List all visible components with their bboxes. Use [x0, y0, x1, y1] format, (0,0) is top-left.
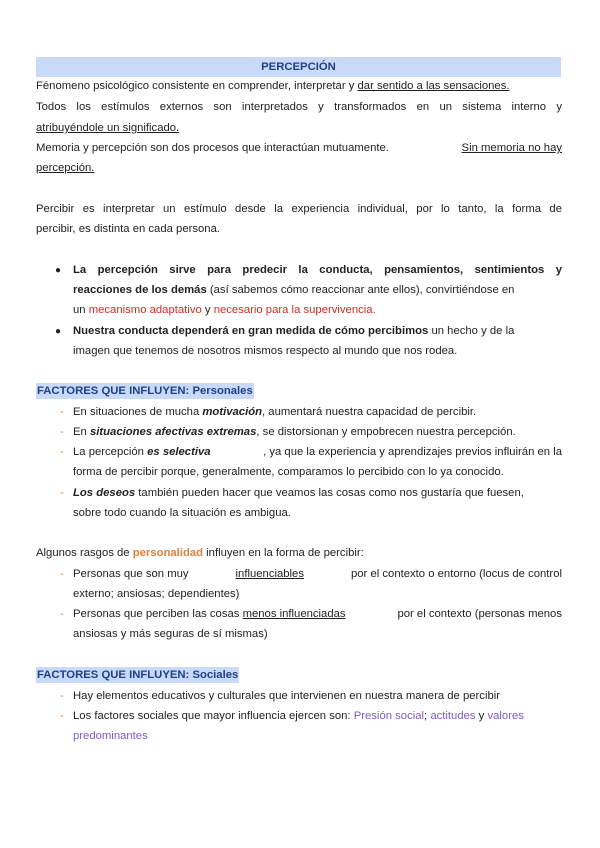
bullet1-line-3: [73, 303, 376, 318]
text-run: por el contexto (personas menos: [397, 608, 562, 620]
page-title: PERCEPCIÓN: [36, 57, 561, 77]
dash-icon: -: [60, 446, 64, 458]
bullet-icon: ●: [55, 326, 62, 337]
dash-icon: -: [60, 487, 64, 499]
intro-line-1: [36, 79, 510, 94]
intro-line-3: [36, 121, 179, 136]
personales-item-3-line-2: forma de percibir porque, generalmente, comparamos lo percibido con lo ya conocido.: [73, 466, 504, 478]
text-run: , ya que la experiencia y aprendizajes previos influirán en la: [263, 446, 562, 458]
text-run: ;: [424, 710, 431, 722]
intro-line-5: [36, 161, 94, 176]
dash-icon: -: [60, 426, 64, 438]
sociales-item-1: Hay elementos educativos y culturales que intervienen en nuestra manera de percibir: [73, 690, 501, 702]
text-run: y: [201, 304, 214, 316]
highlight-text: Presión social: [353, 710, 425, 722]
text-run: también pueden hacer que veamos las cosas como nos gustaría que fuesen,: [135, 487, 524, 499]
intro-line-2: Todos los estímulos externos son interpretados y transformados en un sistema interno y: [36, 101, 562, 113]
emphasis-text: situaciones afectivas extremas: [89, 426, 257, 438]
underlined-text: Sin memoria no hay: [461, 142, 562, 154]
text-run: , se distorsionan y empobrecen nuestra percepción.: [256, 426, 516, 438]
section-heading-sociales: FACTORES QUE INFLUYEN: Sociales: [37, 669, 239, 681]
text-run: Los factores sociales que mayor influencia ejercen son:: [73, 710, 354, 722]
personalidad-item-2-line-2: ansiosas y más seguras de sí mismas): [73, 628, 268, 640]
text-run: Fénomeno psicológico consistente en comprender, interpretar y: [36, 80, 358, 92]
text-run: por el contexto o entorno (locus de control: [350, 568, 562, 580]
text-run: Algunos rasgos de: [36, 547, 133, 559]
text-run: Personas que son muy: [73, 568, 189, 580]
text-group: [73, 607, 346, 622]
highlight-text: necesario para la supervivencia: [213, 304, 373, 316]
dash-icon: -: [60, 608, 64, 620]
text-run: , aumentará nuestra capacidad de percibir.: [262, 406, 477, 418]
text-run: un hecho y de la: [428, 325, 515, 337]
text-run: .: [372, 304, 376, 316]
text-group: [73, 445, 211, 460]
dash-icon: -: [60, 406, 64, 418]
underlined-text: percepción.: [36, 162, 95, 174]
bullet-icon: ●: [55, 265, 62, 276]
personalidad-item-1: [73, 567, 562, 582]
bold-text: Nuestra conducta dependerá en gran medida de cómo percibimos: [73, 325, 429, 337]
para2-line-2: percibir, es distinta en cada persona.: [36, 223, 220, 235]
underlined-text: influenciables: [235, 568, 304, 580]
text-run: Personas que perciben las cosas: [73, 608, 243, 620]
text-run: En: [73, 426, 90, 438]
highlight-text: valores: [487, 710, 524, 722]
text-run: y: [475, 710, 488, 722]
personalidad-item-2: [73, 607, 562, 622]
emphasis-text: es selectiva: [147, 446, 211, 458]
sociales-item-2: [73, 709, 524, 724]
para2-line-1: Percibir es interpretar un estímulo desde la experiencia individual, por lo tanto, la forma de: [36, 203, 562, 215]
bullet1-line-2: [73, 283, 514, 298]
sociales-item-2-line-2: predominantes: [73, 730, 148, 742]
bullet2-line-1: [73, 324, 514, 339]
text-run: (así sabemos cómo reaccionar ante ellos), convirtiéndose en: [206, 284, 515, 296]
personalidad-item-1-line-2: externo; ansiosas; dependientes): [73, 588, 240, 600]
personales-item-4: [73, 486, 524, 501]
bullet2-line-2: imagen que tenemos de nosotros mismos respecto al mundo que nos rodea.: [73, 345, 458, 357]
text-run: influyen en la forma de percibir:: [203, 547, 364, 559]
bullet1-line-1: La percepción sirve para predecir la conducta, pensamientos, sentimientos y: [73, 264, 562, 276]
emphasis-text: Los deseos: [73, 487, 136, 499]
personalidad-intro: [36, 546, 364, 561]
highlight-text: mecanismo adaptativo: [88, 304, 202, 316]
highlight-text: actitudes: [430, 710, 476, 722]
underlined-text: dar sentido a las sensaciones.: [357, 80, 510, 92]
emphasis-text: motivación: [202, 406, 263, 418]
text-run: La percepción: [73, 446, 148, 458]
section-heading-personales: FACTORES QUE INFLUYEN: Personales: [37, 385, 253, 397]
highlight-text: personalidad: [132, 547, 204, 559]
dash-icon: -: [60, 690, 64, 702]
text-run: En situaciones de mucha: [73, 406, 203, 418]
dash-icon: -: [60, 568, 64, 580]
personales-item-3: [73, 445, 562, 460]
underlined-text: atribuyéndole un significado.: [36, 122, 180, 134]
text-run: un: [73, 304, 89, 316]
bold-text: reacciones de los demás: [73, 284, 207, 296]
intro-line-4: [36, 141, 562, 156]
personales-item-1: [73, 405, 476, 420]
underlined-text: menos influenciadas: [242, 608, 346, 620]
text-run: Memoria y percepción son dos procesos que interactúan mutuamente.: [36, 142, 389, 154]
personales-item-2: [73, 425, 516, 440]
dash-icon: -: [60, 710, 64, 722]
personales-item-4-line-2: sobre todo cuando la situación es ambigua.: [73, 507, 291, 519]
